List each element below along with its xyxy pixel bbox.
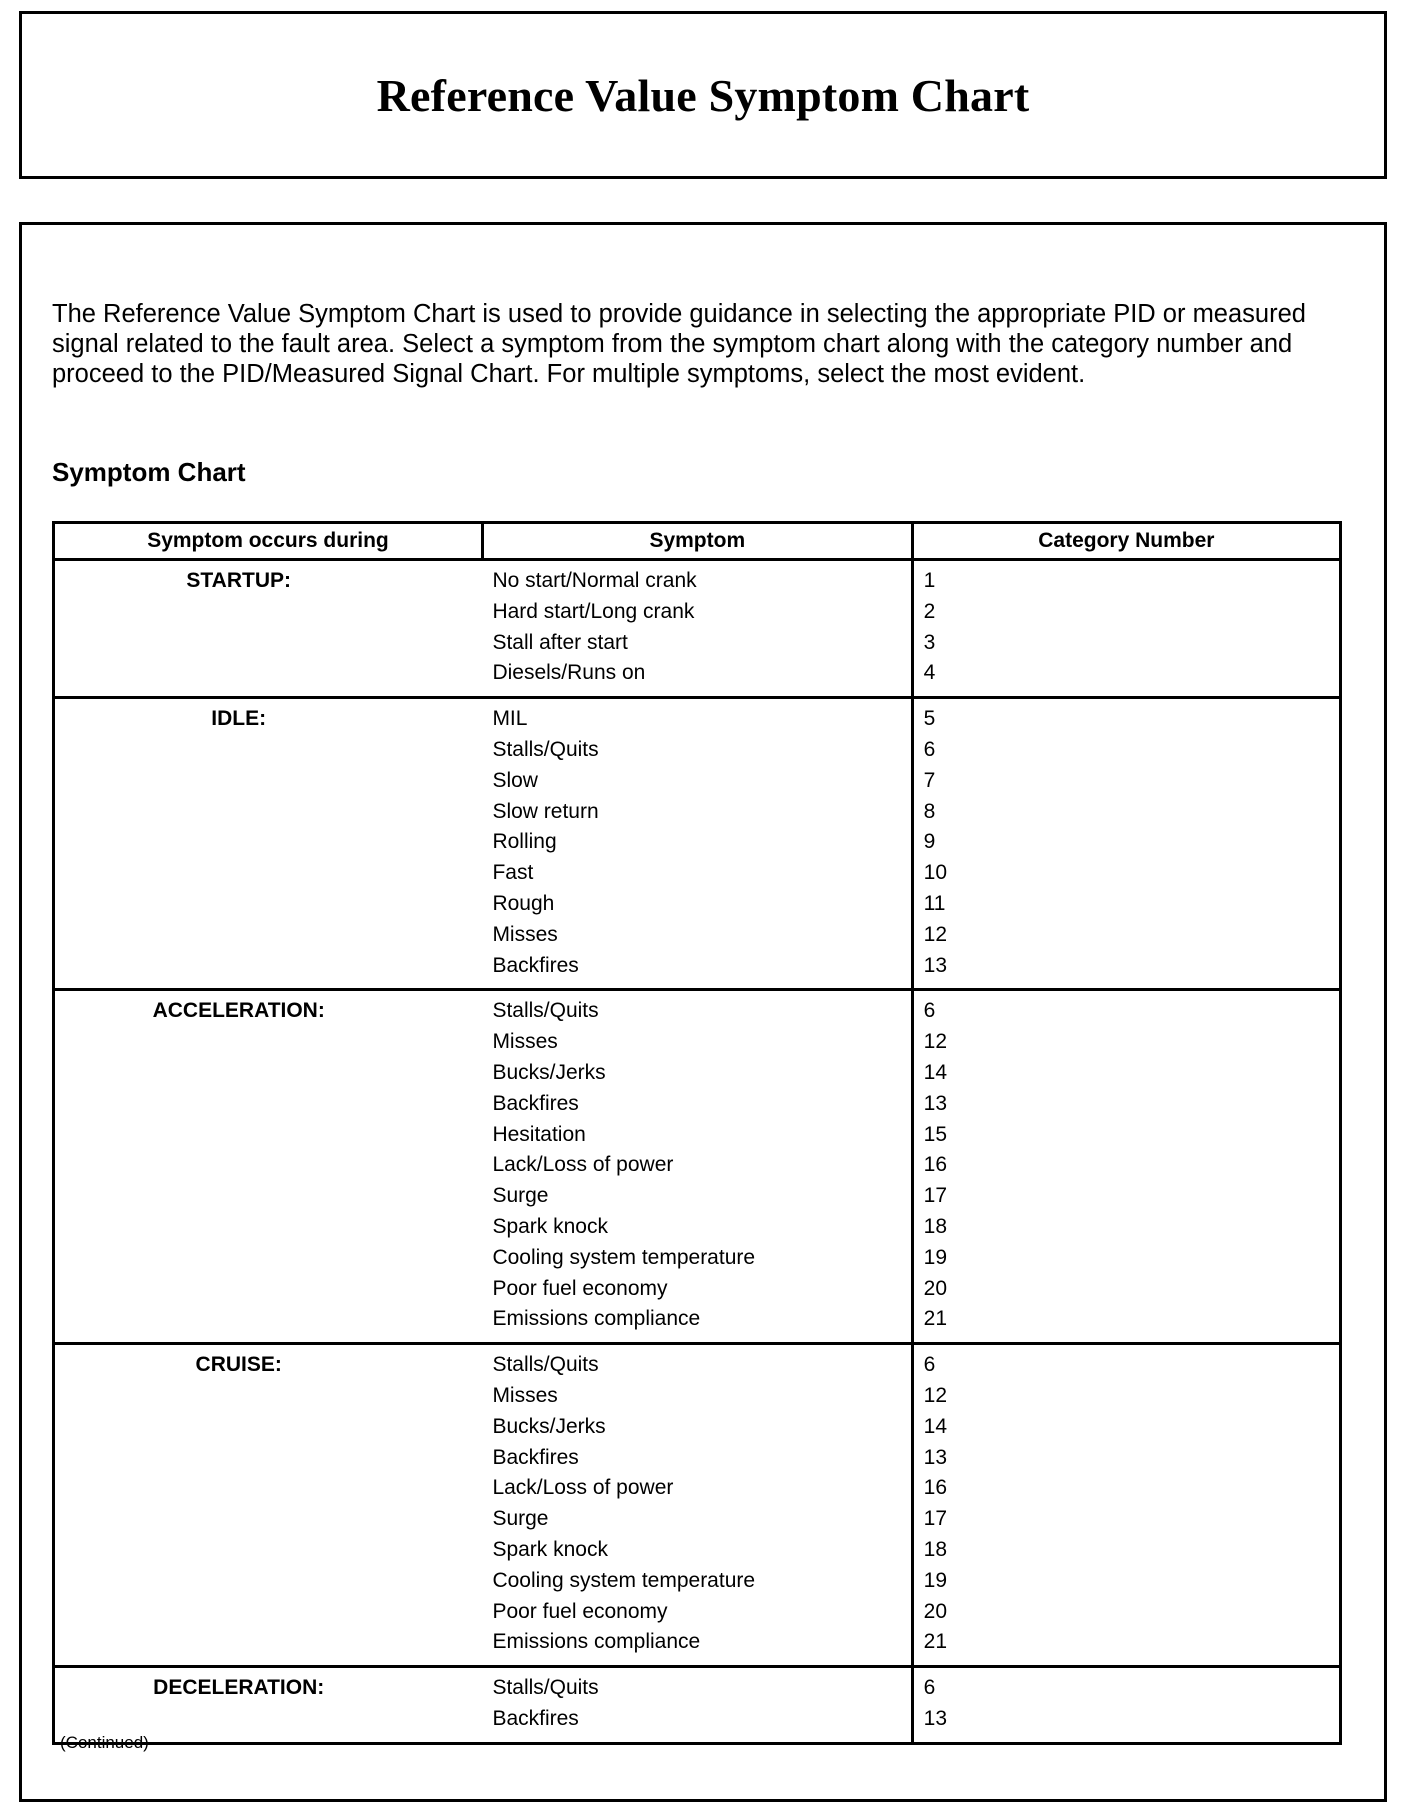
symptom-cell [482, 698, 912, 990]
symptom-text: MIL [492, 707, 528, 731]
category-number: 6 [923, 999, 936, 1023]
category-number: 2 [923, 599, 936, 623]
symptom-text: Backfires [492, 953, 579, 977]
column-header-category-number: Category Number [912, 523, 1340, 560]
symptom-text: Spark knock [492, 1537, 608, 1561]
category-number: 16 [923, 1476, 948, 1500]
table-group-deceleration [54, 1667, 1341, 1744]
content-box [19, 222, 1387, 1802]
category-number: 16 [923, 1153, 948, 1177]
symptom-text: Rolling [492, 830, 557, 854]
symptom-text: Hard start/Long crank [492, 599, 695, 623]
category-number: 21 [923, 1307, 948, 1331]
symptom-text: Stalls/Quits [492, 737, 599, 761]
symptom-text: Lack/Loss of power [492, 1476, 674, 1500]
symptom-text: Fast [492, 861, 534, 885]
symptom-text: Diesels/Runs on [492, 661, 646, 685]
during-label: CRUISE: [195, 1353, 282, 1377]
during-cell [54, 698, 483, 990]
symptom-text: Stalls/Quits [492, 1676, 599, 1700]
category-number: 6 [923, 1676, 936, 1700]
symptom-text: Slow [492, 768, 538, 792]
symptom-cell [482, 560, 912, 698]
category-number: 6 [923, 1353, 936, 1377]
category-number: 10 [923, 861, 948, 885]
category-number: 13 [923, 953, 948, 977]
symptom-text: Misses [492, 1030, 558, 1054]
title-box [19, 11, 1387, 179]
category-number: 1 [923, 569, 936, 592]
category-number: 11 [923, 891, 946, 915]
category-cell [912, 1344, 1340, 1667]
symptom-text: Surge [492, 1507, 549, 1531]
category-number: 9 [923, 830, 936, 854]
symptom-text: Lack/Loss of power [492, 1153, 674, 1177]
symptom-text: Emissions compliance [492, 1630, 701, 1654]
category-number: 8 [923, 799, 936, 823]
table-group-acceleration [54, 990, 1341, 1344]
symptom-text: Backfires [492, 1091, 579, 1115]
category-cell [912, 560, 1340, 698]
symptom-text: Poor fuel economy [492, 1599, 668, 1623]
symptom-text: Cooling system temperature [492, 1568, 756, 1592]
category-number: 7 [923, 768, 936, 792]
symptom-cell [482, 990, 912, 1344]
category-number: 12 [923, 1383, 948, 1407]
symptom-text: Backfires [492, 1706, 579, 1730]
symptom-cell [482, 1667, 912, 1744]
during-label: ACCELERATION: [152, 999, 325, 1023]
during-label: DECELERATION: [153, 1676, 325, 1700]
symptom-text: Misses [492, 922, 558, 946]
during-cell [54, 990, 483, 1344]
symptom-text: No start/Normal crank [492, 569, 697, 592]
category-number: 18 [923, 1214, 948, 1238]
category-number: 18 [923, 1537, 948, 1561]
category-number: 13 [923, 1091, 948, 1115]
category-number: 4 [923, 661, 936, 685]
symptom-text: Bucks/Jerks [492, 1060, 606, 1084]
table-body [54, 560, 1341, 1744]
intro-paragraph: The Reference Value Symptom Chart is used to provide guidance in selecting the appropriate PID or measured signal related to the fault area. Select a symptom from the symptom chart along with the category number and proceed to the PID/Measured Signal Chart. For multiple symptoms, select the most evident. [52, 300, 1306, 388]
category-number: 6 [923, 737, 936, 761]
during-cell [54, 1667, 483, 1744]
category-number: 13 [923, 1706, 948, 1730]
symptom-text: Stalls/Quits [492, 999, 599, 1023]
symptom-cell [482, 1344, 912, 1667]
symptom-text: Surge [492, 1184, 549, 1208]
during-label: IDLE: [211, 707, 267, 731]
during-cell [54, 1344, 483, 1667]
category-number: 5 [923, 707, 936, 731]
symptom-text: Slow return [492, 799, 599, 823]
symptom-text: Bucks/Jerks [492, 1414, 606, 1438]
symptom-text: Hesitation [492, 1122, 586, 1146]
category-number: 15 [923, 1122, 948, 1146]
category-cell [912, 1667, 1340, 1744]
symptom-text: Backfires [492, 1445, 579, 1469]
category-number: 3 [923, 630, 936, 654]
symptom-text: Poor fuel economy [492, 1276, 668, 1300]
category-number: 20 [923, 1276, 948, 1300]
symptom-table [52, 521, 1342, 1745]
symptom-text: Stall after start [492, 630, 628, 654]
table-header-row [54, 523, 1341, 560]
category-cell [912, 990, 1340, 1344]
category-cell [912, 698, 1340, 990]
page-title: Reference Value Symptom Chart [376, 69, 1030, 121]
table-group-idle [54, 698, 1341, 990]
section-heading: Symptom Chart [52, 457, 246, 487]
symptom-text: Rough [492, 891, 555, 915]
category-number: 17 [923, 1507, 948, 1531]
symptom-text: Emissions compliance [492, 1307, 701, 1331]
category-number: 19 [923, 1568, 948, 1592]
category-number: 12 [923, 1030, 948, 1054]
symptom-text: Misses [492, 1383, 558, 1407]
category-number: 20 [923, 1599, 948, 1623]
column-header-symptom-occurs-during: Symptom occurs during [54, 523, 483, 560]
category-number: 21 [923, 1630, 948, 1654]
table-group-cruise [54, 1344, 1341, 1667]
column-header-symptom: Symptom [482, 523, 912, 560]
category-number: 19 [923, 1245, 948, 1269]
category-number: 13 [923, 1445, 948, 1469]
category-number: 17 [923, 1184, 948, 1208]
table-group-startup [54, 560, 1341, 698]
category-number: 14 [923, 1060, 948, 1084]
symptom-text: Stalls/Quits [492, 1353, 599, 1377]
symptom-text: Cooling system temperature [492, 1245, 756, 1269]
during-cell [54, 560, 483, 698]
symptom-text: Spark knock [492, 1214, 608, 1238]
during-label: STARTUP: [186, 569, 292, 592]
category-number: 14 [923, 1414, 948, 1438]
category-number: 12 [923, 922, 948, 946]
continued-note: (Continued) [60, 1733, 149, 1752]
